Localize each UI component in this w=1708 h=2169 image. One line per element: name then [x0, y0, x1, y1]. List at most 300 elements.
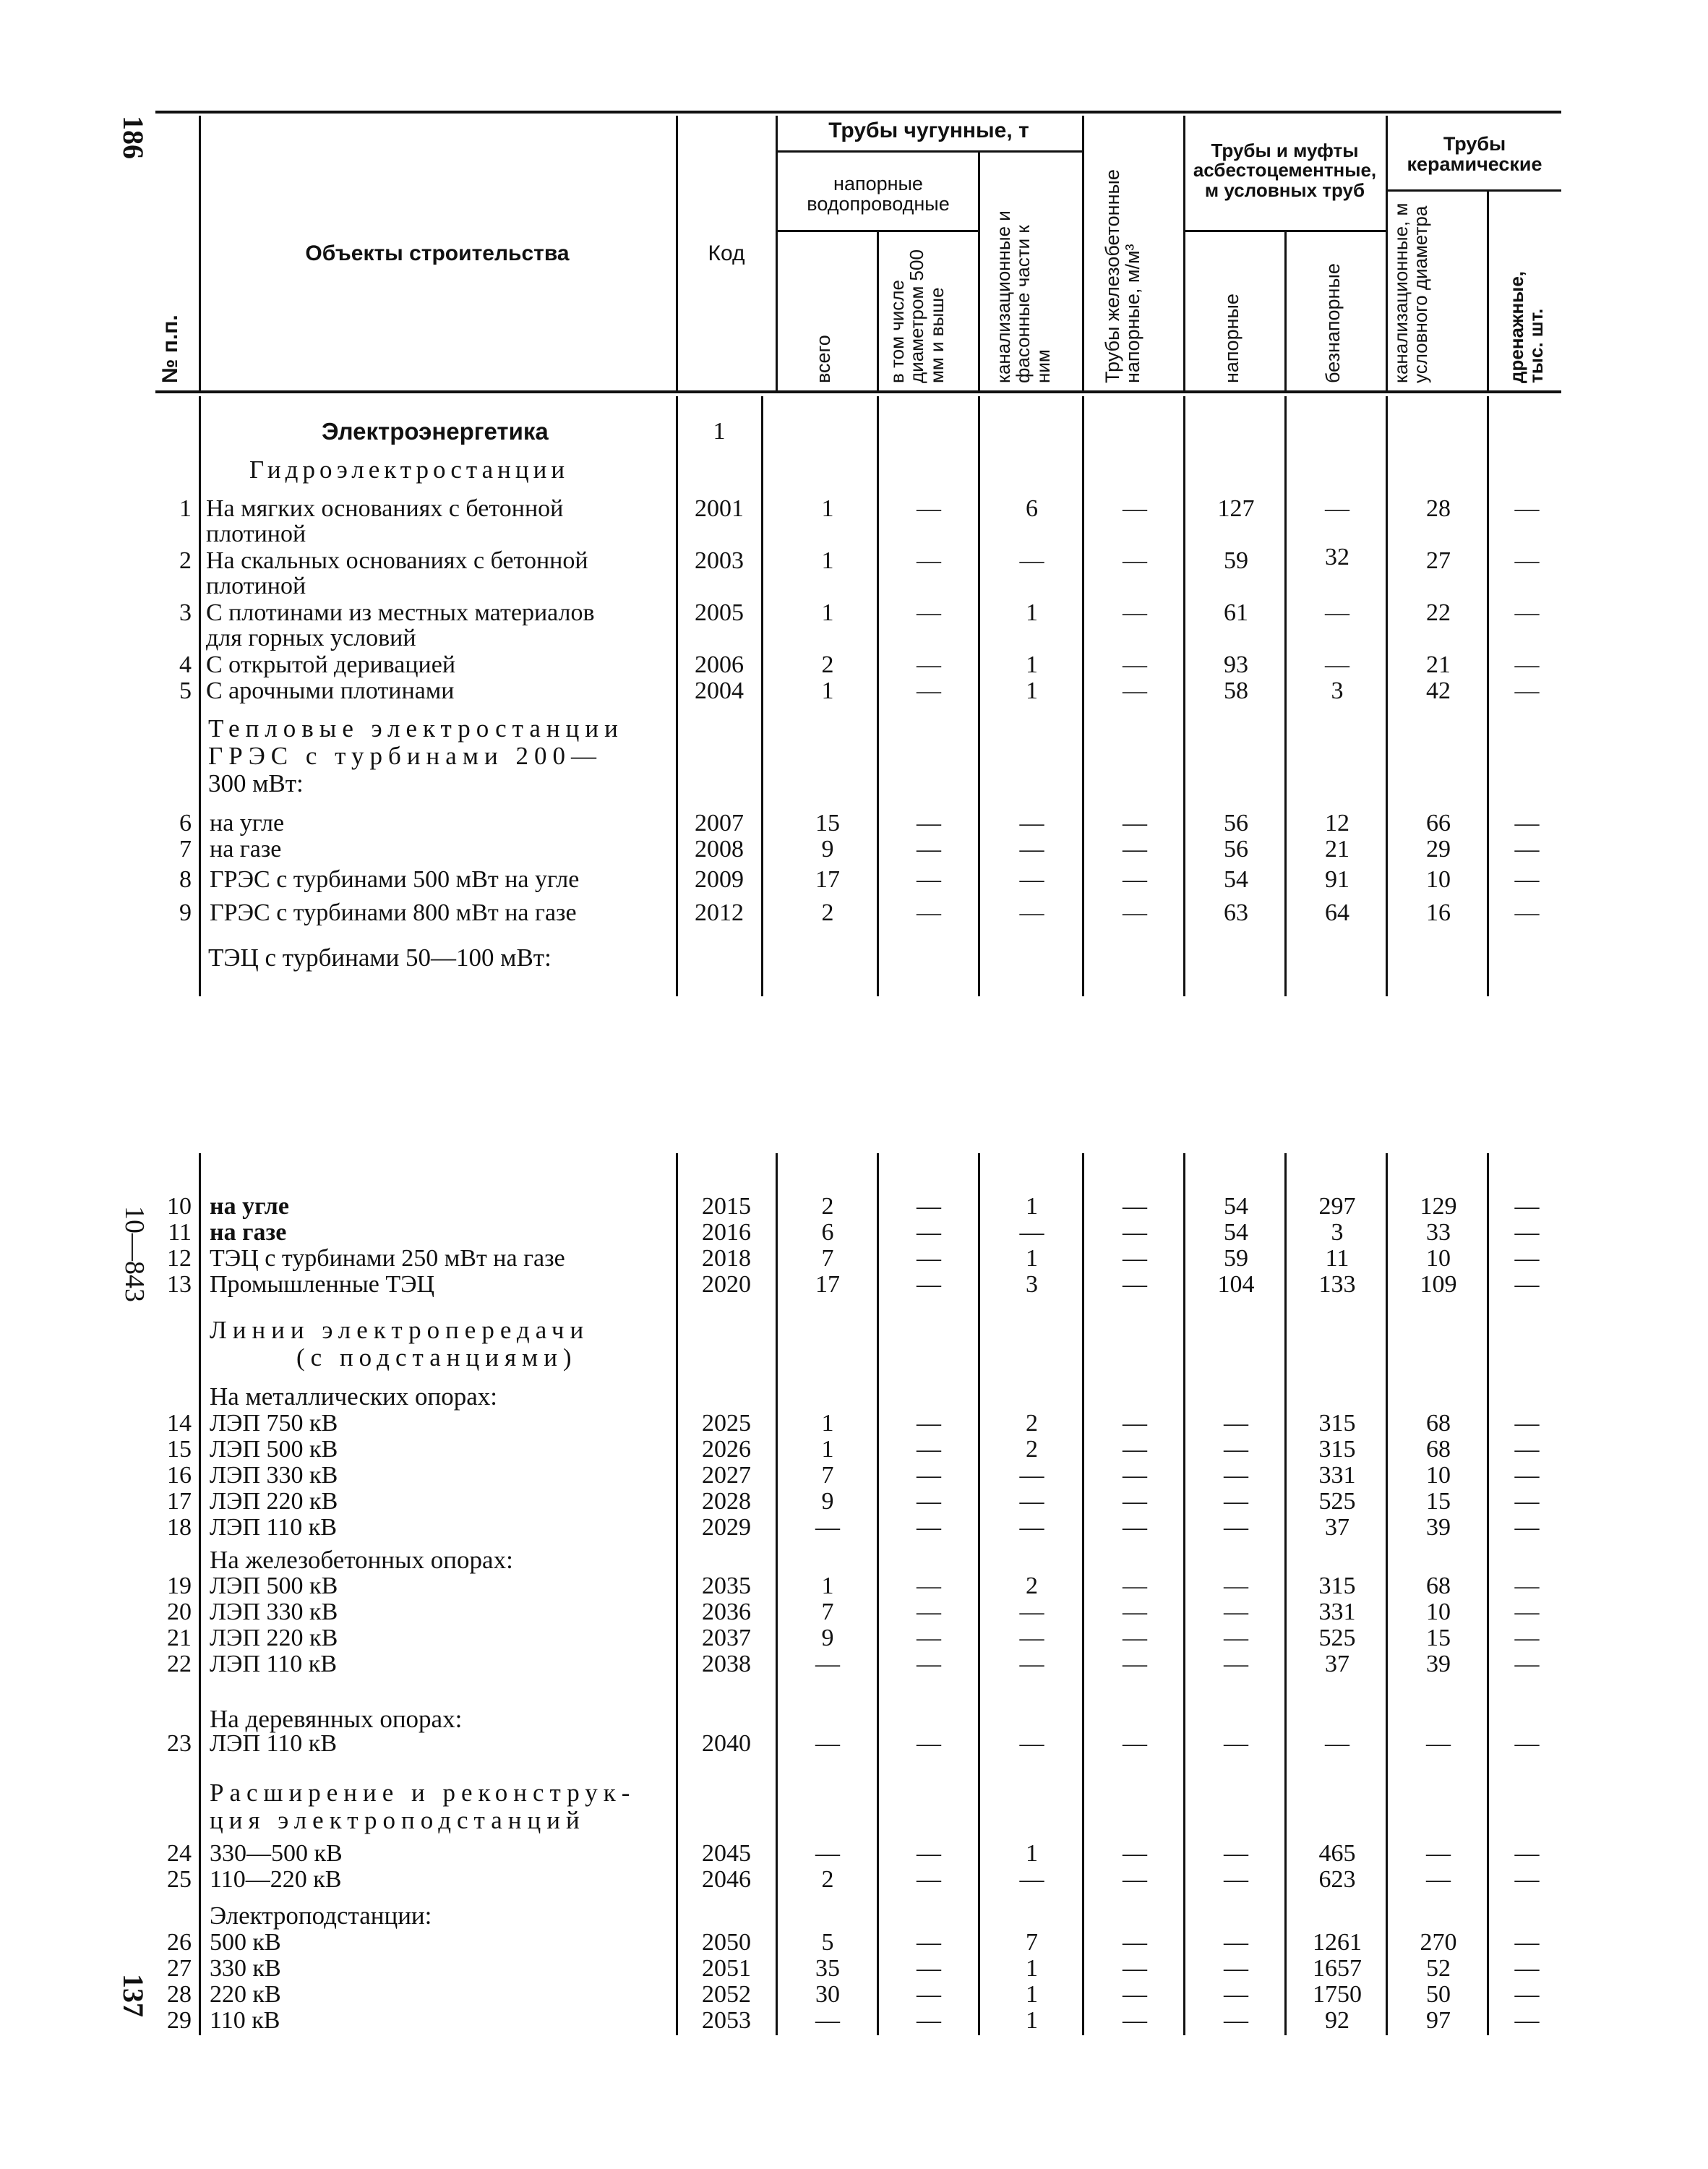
cell-asb-nonpressure: —: [1325, 651, 1349, 678]
cell-rc: —: [1123, 2007, 1147, 2034]
cell-rc: —: [1123, 1599, 1147, 1625]
cell-cer-drain: —: [1514, 2007, 1540, 2034]
row-code: 2046: [702, 1866, 751, 1893]
cell-cer-drain: —: [1514, 1929, 1540, 1956]
table-row: [0, 599, 1708, 650]
cell-asb-nonpressure: 297: [1318, 1193, 1356, 1220]
cell-rc: —: [1123, 899, 1147, 926]
row-num: 16: [167, 1462, 192, 1489]
table-row: [0, 1625, 1708, 1651]
header-asbestos: Трубы и муфты асбестоцементные, м условных труб: [1193, 140, 1377, 201]
row-code: 2052: [702, 1981, 751, 2008]
cell-asb-pressure: 127: [1217, 495, 1255, 522]
row-name: На скальных основаниях с бетонной: [206, 547, 588, 574]
cell-rc: —: [1123, 836, 1147, 863]
cell-d500: —: [917, 810, 941, 837]
cell-rc: —: [1123, 599, 1147, 626]
row-code: 2016: [702, 1219, 751, 1246]
cell-d500: —: [917, 899, 941, 926]
row-num: 29: [167, 2007, 192, 2034]
row-num: 2: [179, 547, 192, 574]
cell-cer-drain: —: [1514, 1730, 1540, 1757]
cell-cer-drain: —: [1514, 1955, 1540, 1982]
header-incl-500: [888, 239, 947, 383]
cell-total: 17: [815, 1271, 840, 1298]
cell-rc: —: [1123, 1840, 1147, 1867]
row-name: ЛЭП 500 кВ: [210, 1436, 338, 1463]
row-code: 2037: [702, 1625, 751, 1651]
cell-cer-sewer: 52: [1426, 1955, 1451, 1982]
cell-d500: —: [917, 1436, 941, 1463]
cell-total: 9: [821, 1488, 834, 1515]
row-name-cont: плотиной: [206, 521, 306, 547]
cell-total: 30: [815, 1981, 840, 2008]
row-num: 7: [179, 836, 192, 863]
section-thermal-3: 300 мВт:: [208, 769, 304, 797]
row-num: 27: [167, 1955, 192, 1982]
row-num: 12: [167, 1245, 192, 1272]
table-row: [0, 495, 1708, 546]
cell-sewer: 6: [1026, 495, 1038, 522]
cell-asb-pressure: —: [1224, 2007, 1248, 2034]
row-num: 17: [167, 1488, 192, 1515]
cell-rc: —: [1123, 1271, 1147, 1298]
section-wooden: На деревянных опорах:: [210, 1705, 463, 1733]
header-rc-pipes: [1102, 123, 1143, 383]
row-code: 2053: [702, 2007, 751, 2034]
row-name: ЛЭП 110 кВ: [210, 1514, 337, 1541]
row-code: 2006: [695, 651, 744, 678]
cell-cer-drain: —: [1514, 547, 1540, 574]
cell-cer-drain: —: [1514, 1651, 1540, 1677]
cell-total: 1: [821, 599, 834, 626]
cell-asb-nonpressure: 92: [1325, 2007, 1349, 2034]
cell-cer-drain: —: [1514, 810, 1540, 837]
cell-d500: —: [917, 1599, 941, 1625]
cell-rc: —: [1123, 547, 1147, 574]
row-name: 500 кВ: [210, 1929, 281, 1956]
cell-asb-nonpressure: 3: [1331, 677, 1344, 704]
cell-d500: —: [917, 677, 941, 704]
table-row: [0, 810, 1708, 836]
cell-cer-drain: —: [1514, 866, 1540, 893]
header-divider: [1386, 116, 1388, 390]
cell-sewer: —: [1019, 810, 1044, 837]
cell-cer-drain: —: [1514, 1599, 1540, 1625]
cell-asb-pressure: 54: [1224, 1193, 1248, 1220]
header-rc-pipes-text: Трубы железобетонные напорные, м/м³: [1102, 169, 1144, 383]
table-row: [0, 1929, 1708, 1955]
cell-d500: —: [917, 547, 941, 574]
header-divider: [676, 116, 678, 390]
cell-total: 1: [821, 677, 834, 704]
table-row: [0, 1651, 1708, 1677]
header-rule-castiron: [776, 150, 1082, 153]
row-name: ЛЭП 330 кВ: [210, 1462, 338, 1489]
cell-total: 17: [815, 866, 840, 893]
header-divider: [877, 230, 879, 390]
cell-cer-sewer: 68: [1426, 1436, 1451, 1463]
cell-sewer: 7: [1026, 1929, 1038, 1956]
cell-total: 2: [821, 899, 834, 926]
cell-cer-sewer: 10: [1426, 1599, 1451, 1625]
section-thermal-1: Тепловые электростанции: [208, 714, 624, 743]
row-name: 220 кВ: [210, 1981, 281, 2008]
cell-asb-nonpressure: 133: [1318, 1271, 1356, 1298]
row-code: 2040: [702, 1730, 751, 1757]
table-row: [0, 1488, 1708, 1514]
cell-cer-sewer: 10: [1426, 866, 1451, 893]
row-name: ЛЭП 220 кВ: [210, 1488, 338, 1515]
header-asb-nonpressure: безнапорные: [1322, 263, 1344, 383]
row-num: 24: [167, 1840, 192, 1867]
header-divider: [199, 116, 201, 390]
cell-d500: —: [917, 866, 941, 893]
row-num: 5: [179, 677, 192, 704]
cell-d500: —: [917, 1193, 941, 1220]
header-rule-ceramic: [1386, 189, 1561, 192]
table-row: [0, 677, 1708, 703]
section-title-code: 1: [713, 418, 726, 445]
row-num: 18: [167, 1514, 192, 1541]
cell-d500: —: [917, 1955, 941, 1982]
cell-cer-drain: —: [1514, 1219, 1540, 1246]
table-row: [0, 1436, 1708, 1462]
table-row: [0, 544, 1708, 599]
cell-rc: —: [1123, 1462, 1147, 1489]
page-number-top: 186: [117, 116, 150, 159]
header-num: № п.п.: [158, 315, 182, 383]
header-divider: [1487, 189, 1489, 390]
row-num: 23: [167, 1730, 192, 1757]
header-incl-500-text: в том числе диаметром 500 мм и выше: [886, 249, 948, 383]
row-code: 2001: [695, 495, 744, 522]
cell-cer-drain: —: [1514, 1271, 1540, 1298]
cell-asb-pressure: —: [1224, 1955, 1248, 1982]
cell-cer-sewer: 15: [1426, 1625, 1451, 1651]
row-code: 2035: [702, 1573, 751, 1599]
header-cer-drain: [1506, 270, 1548, 383]
cell-asb-pressure: —: [1224, 1410, 1248, 1437]
cell-total: 1: [821, 495, 834, 522]
table-row: [0, 1730, 1708, 1756]
row-num: 1: [179, 495, 192, 522]
row-name: на газе: [210, 1219, 287, 1246]
cell-sewer: —: [1019, 1488, 1044, 1515]
row-name: 110—220 кВ: [210, 1866, 342, 1893]
cell-cer-drain: —: [1514, 1436, 1540, 1463]
header-bottom-rule: [155, 390, 1561, 393]
cell-asb-pressure: —: [1224, 1866, 1248, 1893]
cell-total: 2: [821, 1193, 834, 1220]
cell-asb-pressure: 93: [1224, 651, 1248, 678]
row-code: 2015: [702, 1193, 751, 1220]
row-code: 2051: [702, 1955, 751, 1982]
cell-cer-drain: —: [1514, 1625, 1540, 1651]
cell-asb-pressure: 61: [1224, 599, 1248, 626]
cell-d500: —: [917, 1410, 941, 1437]
table-row: [0, 1599, 1708, 1625]
cell-d500: —: [917, 1866, 941, 1893]
cell-asb-nonpressure: 3: [1331, 1219, 1344, 1246]
table-row: [0, 836, 1708, 862]
cell-sewer: 2: [1026, 1410, 1038, 1437]
row-code: 2003: [695, 547, 744, 574]
cell-asb-nonpressure: —: [1325, 599, 1349, 626]
header-objects: Объекты строительства: [305, 241, 570, 265]
table-row: [0, 651, 1708, 677]
cell-asb-nonpressure: 331: [1318, 1599, 1356, 1625]
cell-sewer: 1: [1026, 677, 1038, 704]
cell-sewer: —: [1019, 1514, 1044, 1541]
cell-d500: —: [917, 1462, 941, 1489]
cell-sewer: 1: [1026, 1193, 1038, 1220]
cell-d500: —: [917, 599, 941, 626]
header-cer-drain-text: дренажные, тыс. шт.: [1506, 270, 1548, 383]
row-num: 14: [167, 1410, 192, 1437]
row-name: 330—500 кВ: [210, 1840, 343, 1867]
cell-total: 2: [821, 651, 834, 678]
cell-asb-pressure: 58: [1224, 677, 1248, 704]
header-sewer-fittings-text: канализационные и фасонные части к ним: [992, 210, 1054, 383]
cell-cer-drain: —: [1514, 1840, 1540, 1867]
cell-total: 2: [821, 1866, 834, 1893]
cell-cer-sewer: 50: [1426, 1981, 1451, 2008]
cell-cer-sewer: 39: [1426, 1651, 1451, 1677]
cell-d500: —: [917, 1730, 941, 1757]
row-name-cont: плотиной: [206, 573, 306, 599]
cell-total: 1: [821, 1436, 834, 1463]
cell-cer-sewer: 10: [1426, 1245, 1451, 1272]
cell-d500: —: [917, 651, 941, 678]
cell-sewer: 1: [1026, 1955, 1038, 1982]
header-cast-iron: Трубы чугунные, т: [828, 119, 1029, 142]
cell-asb-pressure: —: [1224, 1981, 1248, 2008]
cell-d500: —: [917, 1271, 941, 1298]
row-num: 22: [167, 1651, 192, 1677]
cell-asb-pressure: —: [1224, 1436, 1248, 1463]
cell-sewer: —: [1019, 1599, 1044, 1625]
cell-d500: —: [917, 1651, 941, 1677]
cell-sewer: —: [1019, 1651, 1044, 1677]
header-sewer-fittings: [994, 199, 1053, 383]
table-row: [0, 1514, 1708, 1540]
cell-sewer: 1: [1026, 1840, 1038, 1867]
cell-cer-sewer: —: [1426, 1840, 1451, 1867]
cell-asb-nonpressure: 91: [1325, 866, 1349, 893]
cell-asb-nonpressure: 315: [1318, 1410, 1356, 1437]
table-row: [0, 899, 1708, 928]
cell-sewer: —: [1019, 1866, 1044, 1893]
cell-rc: —: [1123, 1193, 1147, 1220]
cell-cer-sewer: 97: [1426, 2007, 1451, 2034]
cell-rc: —: [1123, 1219, 1147, 1246]
cell-asb-pressure: 54: [1224, 866, 1248, 893]
cell-sewer: —: [1019, 899, 1044, 926]
row-num: 28: [167, 1981, 192, 2008]
cell-cer-drain: —: [1514, 677, 1540, 704]
cell-cer-sewer: 33: [1426, 1219, 1451, 1246]
row-num: 19: [167, 1573, 192, 1599]
cell-asb-nonpressure: 465: [1318, 1840, 1356, 1867]
section-metal: На металлических опорах:: [210, 1382, 497, 1411]
row-code: 2012: [695, 899, 744, 926]
cell-d500: —: [917, 1981, 941, 2008]
table-row: [0, 1271, 1708, 1297]
cell-asb-pressure: 59: [1224, 547, 1248, 574]
cell-cer-sewer: 68: [1426, 1573, 1451, 1599]
row-num: 11: [168, 1219, 192, 1246]
row-num: 3: [179, 599, 192, 626]
row-code: 2020: [702, 1271, 751, 1298]
cell-asb-nonpressure: 32: [1325, 544, 1349, 570]
cell-cer-sewer: 129: [1420, 1193, 1457, 1220]
row-name: 110 кВ: [210, 2007, 280, 2034]
cell-asb-pressure: —: [1224, 1929, 1248, 1956]
cell-cer-sewer: 109: [1420, 1271, 1457, 1298]
cell-asb-pressure: —: [1224, 1625, 1248, 1651]
cell-cer-drain: —: [1514, 651, 1540, 678]
header-pressure-water: напорные водопроводные: [807, 173, 950, 215]
cell-sewer: —: [1019, 836, 1044, 863]
cell-rc: —: [1123, 810, 1147, 837]
cell-sewer: —: [1019, 1625, 1044, 1651]
signature-mark: 10—843: [119, 1206, 150, 1302]
section-tec: ТЭЦ с турбинами 50—100 мВт:: [208, 944, 552, 972]
cell-d500: —: [917, 1514, 941, 1541]
cell-cer-drain: —: [1514, 1245, 1540, 1272]
table-row: [0, 866, 1708, 895]
cell-d500: —: [917, 1840, 941, 1867]
row-num: 10: [167, 1193, 192, 1220]
cell-total: 7: [821, 1462, 834, 1489]
cell-asb-pressure: —: [1224, 1573, 1248, 1599]
cell-cer-drain: —: [1514, 1410, 1540, 1437]
row-num: 6: [179, 810, 192, 837]
header-asb-pressure: напорные: [1221, 294, 1243, 383]
table-row: [0, 1840, 1708, 1866]
table-row: [0, 1866, 1708, 1892]
header-divider: [1284, 230, 1287, 390]
cell-cer-drain: —: [1514, 1462, 1540, 1489]
cell-sewer: —: [1019, 866, 1044, 893]
row-code: 2029: [702, 1514, 751, 1541]
row-code: 2038: [702, 1651, 751, 1677]
cell-asb-nonpressure: 37: [1325, 1514, 1349, 1541]
cell-asb-nonpressure: 64: [1325, 899, 1349, 926]
row-name: ЛЭП 500 кВ: [210, 1573, 338, 1599]
section-substations: Электроподстанции:: [210, 1901, 432, 1930]
cell-d500: —: [917, 836, 941, 863]
row-num: 13: [167, 1271, 192, 1298]
cell-sewer: —: [1019, 1462, 1044, 1489]
table-row: [0, 1955, 1708, 1981]
cell-d500: —: [917, 1929, 941, 1956]
cell-total: 5: [821, 1929, 834, 1956]
cell-rc: —: [1123, 1866, 1147, 1893]
cell-cer-sewer: 10: [1426, 1462, 1451, 1489]
header-cer-sewer-text: канализационные, м условного диаметра: [1390, 202, 1432, 383]
cell-sewer: 3: [1026, 1271, 1038, 1298]
cell-total: —: [815, 2007, 840, 2034]
cell-total: 15: [815, 810, 840, 837]
row-code: 2005: [695, 599, 744, 626]
row-code: 2026: [702, 1436, 751, 1463]
cell-cer-sewer: 29: [1426, 836, 1451, 863]
row-name: Промышленные ТЭЦ: [210, 1271, 435, 1298]
cell-rc: —: [1123, 1730, 1147, 1757]
row-code: 2045: [702, 1840, 751, 1867]
cell-d500: —: [917, 1219, 941, 1246]
cell-total: 7: [821, 1599, 834, 1625]
cell-asb-nonpressure: 315: [1318, 1436, 1356, 1463]
table-row: [0, 1193, 1708, 1219]
row-name: С арочными плотинами: [206, 677, 455, 704]
cell-cer-drain: —: [1514, 1193, 1540, 1220]
table-row: [0, 1462, 1708, 1488]
cell-asb-nonpressure: —: [1325, 1730, 1349, 1757]
cell-asb-nonpressure: 11: [1325, 1245, 1349, 1272]
cell-cer-sewer: 27: [1426, 547, 1451, 574]
row-name: ГРЭС с турбинами 800 мВт на газе: [210, 899, 577, 926]
cell-cer-drain: —: [1514, 1866, 1540, 1893]
row-num: 21: [167, 1625, 192, 1651]
cell-d500: —: [917, 1625, 941, 1651]
table-row: [0, 2007, 1708, 2033]
section-concrete: На железобетонных опорах:: [210, 1546, 513, 1574]
row-name: на угле: [210, 1193, 289, 1220]
cell-d500: —: [917, 1245, 941, 1272]
cell-cer-drain: —: [1514, 1981, 1540, 2008]
cell-cer-drain: —: [1514, 1514, 1540, 1541]
cell-asb-nonpressure: 1261: [1313, 1929, 1362, 1956]
cell-total: 6: [821, 1219, 834, 1246]
cell-asb-nonpressure: 331: [1318, 1462, 1356, 1489]
cell-sewer: —: [1019, 1730, 1044, 1757]
cell-asb-nonpressure: 525: [1318, 1488, 1356, 1515]
cell-cer-drain: —: [1514, 899, 1540, 926]
cell-rc: —: [1123, 677, 1147, 704]
row-code: 2018: [702, 1245, 751, 1272]
cell-total: 35: [815, 1955, 840, 1982]
cell-cer-drain: —: [1514, 836, 1540, 863]
cell-sewer: 2: [1026, 1573, 1038, 1599]
row-code: 2028: [702, 1488, 751, 1515]
section-lines-1: Линии электропередачи: [210, 1316, 590, 1344]
cell-cer-sewer: 15: [1426, 1488, 1451, 1515]
cell-total: 1: [821, 547, 834, 574]
page-number-bottom: 137: [117, 1974, 150, 2017]
cell-rc: —: [1123, 866, 1147, 893]
row-name: ЛЭП 750 кВ: [210, 1410, 338, 1437]
row-name-cont: для горных условий: [206, 625, 416, 651]
cell-rc: —: [1123, 1410, 1147, 1437]
row-num: 20: [167, 1599, 192, 1625]
cell-rc: —: [1123, 1625, 1147, 1651]
cell-asb-pressure: 56: [1224, 836, 1248, 863]
cell-rc: —: [1123, 651, 1147, 678]
table-row: [0, 1573, 1708, 1599]
cell-total: 7: [821, 1245, 834, 1272]
cell-asb-nonpressure: 525: [1318, 1625, 1356, 1651]
row-name: на газе: [210, 836, 282, 863]
cell-cer-drain: —: [1514, 1488, 1540, 1515]
cell-rc: —: [1123, 1573, 1147, 1599]
row-num: 9: [179, 899, 192, 926]
cell-cer-drain: —: [1514, 1573, 1540, 1599]
header-divider: [1183, 116, 1185, 390]
row-code: 2025: [702, 1410, 751, 1437]
